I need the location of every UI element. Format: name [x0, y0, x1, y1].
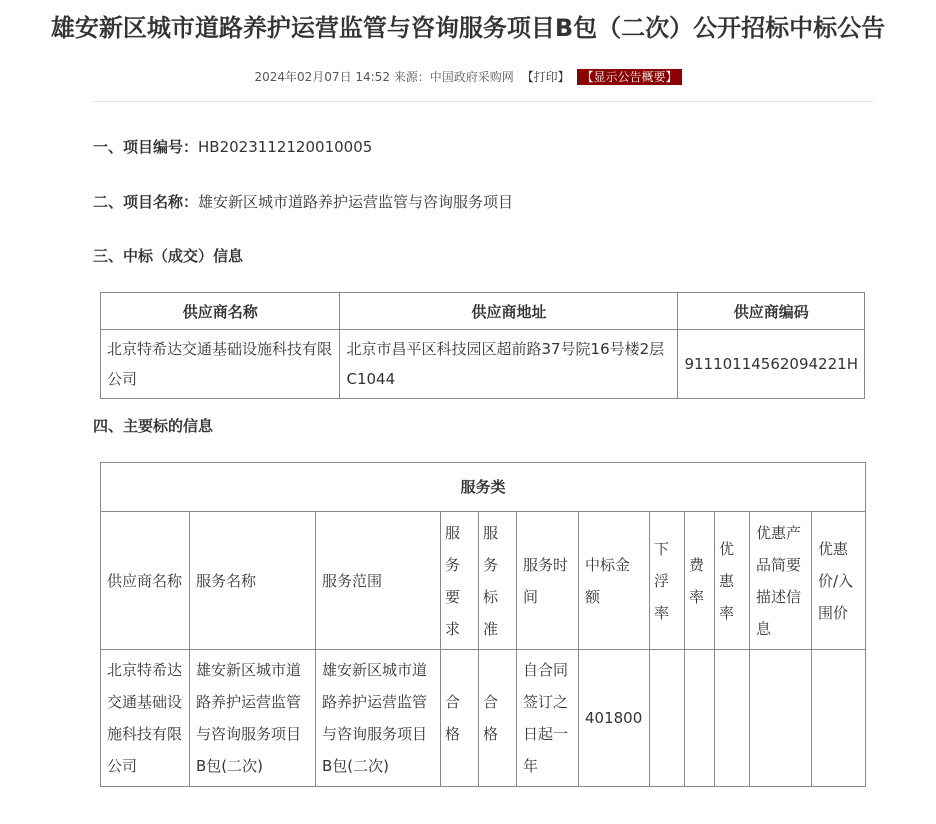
cell-discount-rate — [650, 650, 685, 787]
header-supplier-name: 供应商名称 — [101, 512, 190, 650]
winner-table — [100, 292, 865, 399]
publish-date: 2024年02月07日 14:52 — [254, 70, 390, 84]
project-number-label: 一、项目编号： — [93, 138, 199, 156]
header-preferential-rate: 优惠率 — [715, 512, 750, 650]
section-project-name — [93, 191, 513, 212]
winner-info-heading: 三、中标（成交）信息 — [93, 247, 244, 265]
cell-preferential-description — [750, 650, 812, 787]
table-header-row — [101, 512, 866, 650]
header-preferential-description: 优惠产品简要描述信息 — [750, 512, 812, 650]
header-supplier-address: 供应商地址 — [340, 293, 678, 330]
table-row — [101, 650, 866, 787]
header-supplier-code: 供应商编码 — [678, 293, 865, 330]
print-link[interactable]: 【打印】 — [521, 70, 570, 84]
cell-service-standard: 合格 — [479, 650, 517, 787]
header-fee-rate: 费率 — [685, 512, 715, 650]
page-title: 雄安新区城市道路养护运营监管与咨询服务项目B包（二次）公开招标中标公告 — [50, 14, 886, 42]
header-service-time: 服务时间 — [517, 512, 579, 650]
header-supplier-name: 供应商名称 — [101, 293, 340, 330]
divider — [93, 101, 873, 102]
main-items-heading: 四、主要标的信息 — [93, 417, 214, 435]
service-table — [100, 462, 866, 787]
project-number-value: HB2023112120010005 — [198, 138, 373, 156]
cell-service-name: 雄安新区城市道路养护运营监管与咨询服务项目B包(二次) — [190, 650, 316, 787]
cell-supplier-code: 91110114562094221H — [678, 330, 865, 399]
table-header-row — [101, 293, 865, 330]
header-service-standard: 服务标准 — [479, 512, 517, 650]
header-preferential-price: 优惠价/入围价 — [812, 512, 866, 650]
section-project-number — [93, 136, 372, 157]
cell-service-scope: 雄安新区城市道路养护运营监管与咨询服务项目B包(二次) — [316, 650, 441, 787]
section-winner-info — [93, 245, 243, 266]
cell-preferential-rate — [715, 650, 750, 787]
header-service-scope: 服务范围 — [316, 512, 441, 650]
source-text: 来源：中国政府采购网 — [393, 70, 514, 84]
show-summary-button[interactable]: 【显示公告概要】 — [577, 69, 681, 85]
cell-fee-rate — [685, 650, 715, 787]
header-service-requirement: 服务要求 — [441, 512, 479, 650]
cell-bid-amount: 401800 — [579, 650, 650, 787]
cell-supplier-name: 北京特希达交通基础设施科技有限公司 — [101, 330, 340, 399]
project-name-value: 雄安新区城市道路养护运营监管与咨询服务项目 — [198, 193, 514, 211]
cell-service-time: 自合同签订之日起一年 — [517, 650, 579, 787]
header-discount-rate: 下浮率 — [650, 512, 685, 650]
cell-service-requirement: 合格 — [441, 650, 479, 787]
article-meta — [0, 68, 936, 85]
cell-supplier-name: 北京特希达交通基础设施科技有限公司 — [101, 650, 190, 787]
cell-supplier-address: 北京市昌平区科技园区超前路37号院16号楼2层C1044 — [340, 330, 678, 399]
project-name-label: 二、项目名称： — [93, 193, 199, 211]
service-table-caption: 服务类 — [101, 463, 866, 512]
header-service-name: 服务名称 — [190, 512, 316, 650]
table-row — [101, 330, 865, 399]
header-bid-amount: 中标金额 — [579, 512, 650, 650]
section-main-items — [93, 415, 213, 436]
cell-preferential-price — [812, 650, 866, 787]
